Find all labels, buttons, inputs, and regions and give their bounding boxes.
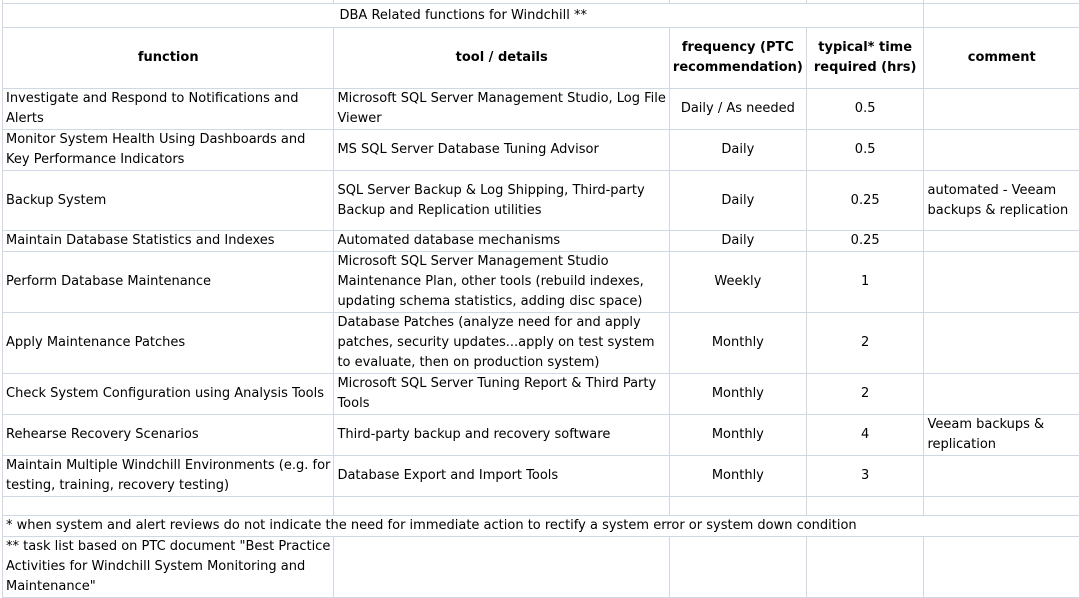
function-cell[interactable]: Monitor System Health Using Dashboards and Key Performance Indicators xyxy=(3,130,334,171)
time-cell[interactable]: 2 xyxy=(806,374,924,415)
tool-cell[interactable]: Microsoft SQL Server Tuning Report & Third Party Tools xyxy=(334,374,669,415)
function-cell[interactable]: Investigate and Respond to Notifications and Alerts xyxy=(3,89,334,130)
table-row xyxy=(3,231,1080,252)
comment-cell[interactable] xyxy=(924,89,1080,130)
time-cell[interactable]: 0.5 xyxy=(806,130,924,171)
tool-cell[interactable]: Database Patches (analyze need for and apply patches, security updates...apply on test system to evaluate, then on production system) xyxy=(334,313,669,374)
function-cell[interactable]: Apply Maintenance Patches xyxy=(3,313,334,374)
comment-cell[interactable] xyxy=(924,313,1080,374)
table-row xyxy=(3,456,1080,497)
footnote-row xyxy=(3,516,1080,537)
cell[interactable] xyxy=(669,497,806,516)
header-time[interactable]: typical* time required (hrs) xyxy=(806,28,924,89)
time-cell[interactable]: 3 xyxy=(806,456,924,497)
cell[interactable] xyxy=(924,497,1080,516)
tool-cell[interactable]: MS SQL Server Database Tuning Advisor xyxy=(334,130,669,171)
frequency-cell[interactable]: Weekly xyxy=(669,252,806,313)
comment-cell[interactable]: Veeam backups & replication xyxy=(924,415,1080,456)
tool-cell[interactable]: Third-party backup and recovery software xyxy=(334,415,669,456)
header-row xyxy=(3,28,1080,89)
frequency-cell[interactable]: Daily xyxy=(669,231,806,252)
tool-cell[interactable]: Microsoft SQL Server Management Studio Maintenance Plan, other tools (rebuild indexes, updating schema statistics, adding disc space) xyxy=(334,252,669,313)
header-function[interactable]: function xyxy=(3,28,334,89)
time-cell[interactable]: 4 xyxy=(806,415,924,456)
header-comment[interactable]: comment xyxy=(924,28,1080,89)
function-cell[interactable]: Backup System xyxy=(3,171,334,231)
frequency-cell[interactable]: Monthly xyxy=(669,374,806,415)
cell[interactable] xyxy=(3,497,334,516)
time-cell[interactable]: 0.25 xyxy=(806,231,924,252)
frequency-cell[interactable]: Daily xyxy=(669,171,806,231)
table-row xyxy=(3,130,1080,171)
tool-cell[interactable]: SQL Server Backup & Log Shipping, Third-party Backup and Replication utilities xyxy=(334,171,669,231)
header-frequency[interactable]: frequency (PTC recommendation) xyxy=(669,28,806,89)
time-cell[interactable]: 0.5 xyxy=(806,89,924,130)
cell[interactable] xyxy=(334,537,669,598)
comment-cell[interactable] xyxy=(924,252,1080,313)
frequency-cell[interactable]: Daily / As needed xyxy=(669,89,806,130)
blank-row xyxy=(3,497,1080,516)
time-cell[interactable]: 0.25 xyxy=(806,171,924,231)
cell[interactable] xyxy=(334,497,669,516)
cell[interactable] xyxy=(806,497,924,516)
table-row xyxy=(3,313,1080,374)
header-tool[interactable]: tool / details xyxy=(334,28,669,89)
asterisk-footnote[interactable]: * when system and alert reviews do not indicate the need for immediate action to rectify a system error or system down condition xyxy=(3,516,1080,537)
table-row xyxy=(3,89,1080,130)
table-row xyxy=(3,171,1080,231)
table-row xyxy=(3,252,1080,313)
frequency-cell[interactable]: Daily xyxy=(669,130,806,171)
comment-cell[interactable]: automated - Veeam backups & replication xyxy=(924,171,1080,231)
table-row xyxy=(3,374,1080,415)
table-row xyxy=(3,415,1080,456)
function-cell[interactable]: Check System Configuration using Analysis Tools xyxy=(3,374,334,415)
function-cell[interactable]: Rehearse Recovery Scenarios xyxy=(3,415,334,456)
comment-cell[interactable] xyxy=(924,231,1080,252)
frequency-cell[interactable]: Monthly xyxy=(669,456,806,497)
comment-cell[interactable] xyxy=(924,374,1080,415)
title-row xyxy=(3,4,1080,28)
time-cell[interactable]: 1 xyxy=(806,252,924,313)
frequency-cell[interactable]: Monthly xyxy=(669,415,806,456)
comment-cell[interactable] xyxy=(924,130,1080,171)
function-cell[interactable]: Perform Database Maintenance xyxy=(3,252,334,313)
dba-functions-table xyxy=(2,0,1080,598)
sheet-title[interactable]: DBA Related functions for Windchill ** xyxy=(3,4,924,28)
comment-cell[interactable] xyxy=(924,456,1080,497)
time-cell[interactable]: 2 xyxy=(806,313,924,374)
footnote-row xyxy=(3,537,1080,598)
cell[interactable] xyxy=(806,537,924,598)
tool-cell[interactable]: Microsoft SQL Server Management Studio, Log File Viewer xyxy=(334,89,669,130)
cell[interactable] xyxy=(924,4,1080,28)
frequency-cell[interactable]: Monthly xyxy=(669,313,806,374)
double-asterisk-footnote[interactable]: ** task list based on PTC document "Best Practice Activities for Windchill System Monitoring and Maintenance" xyxy=(3,537,334,598)
cell[interactable] xyxy=(924,537,1080,598)
function-cell[interactable]: Maintain Database Statistics and Indexes xyxy=(3,231,334,252)
function-cell[interactable]: Maintain Multiple Windchill Environments (e.g. for testing, training, recovery testing) xyxy=(3,456,334,497)
tool-cell[interactable]: Database Export and Import Tools xyxy=(334,456,669,497)
tool-cell[interactable]: Automated database mechanisms xyxy=(334,231,669,252)
cell[interactable] xyxy=(669,537,806,598)
